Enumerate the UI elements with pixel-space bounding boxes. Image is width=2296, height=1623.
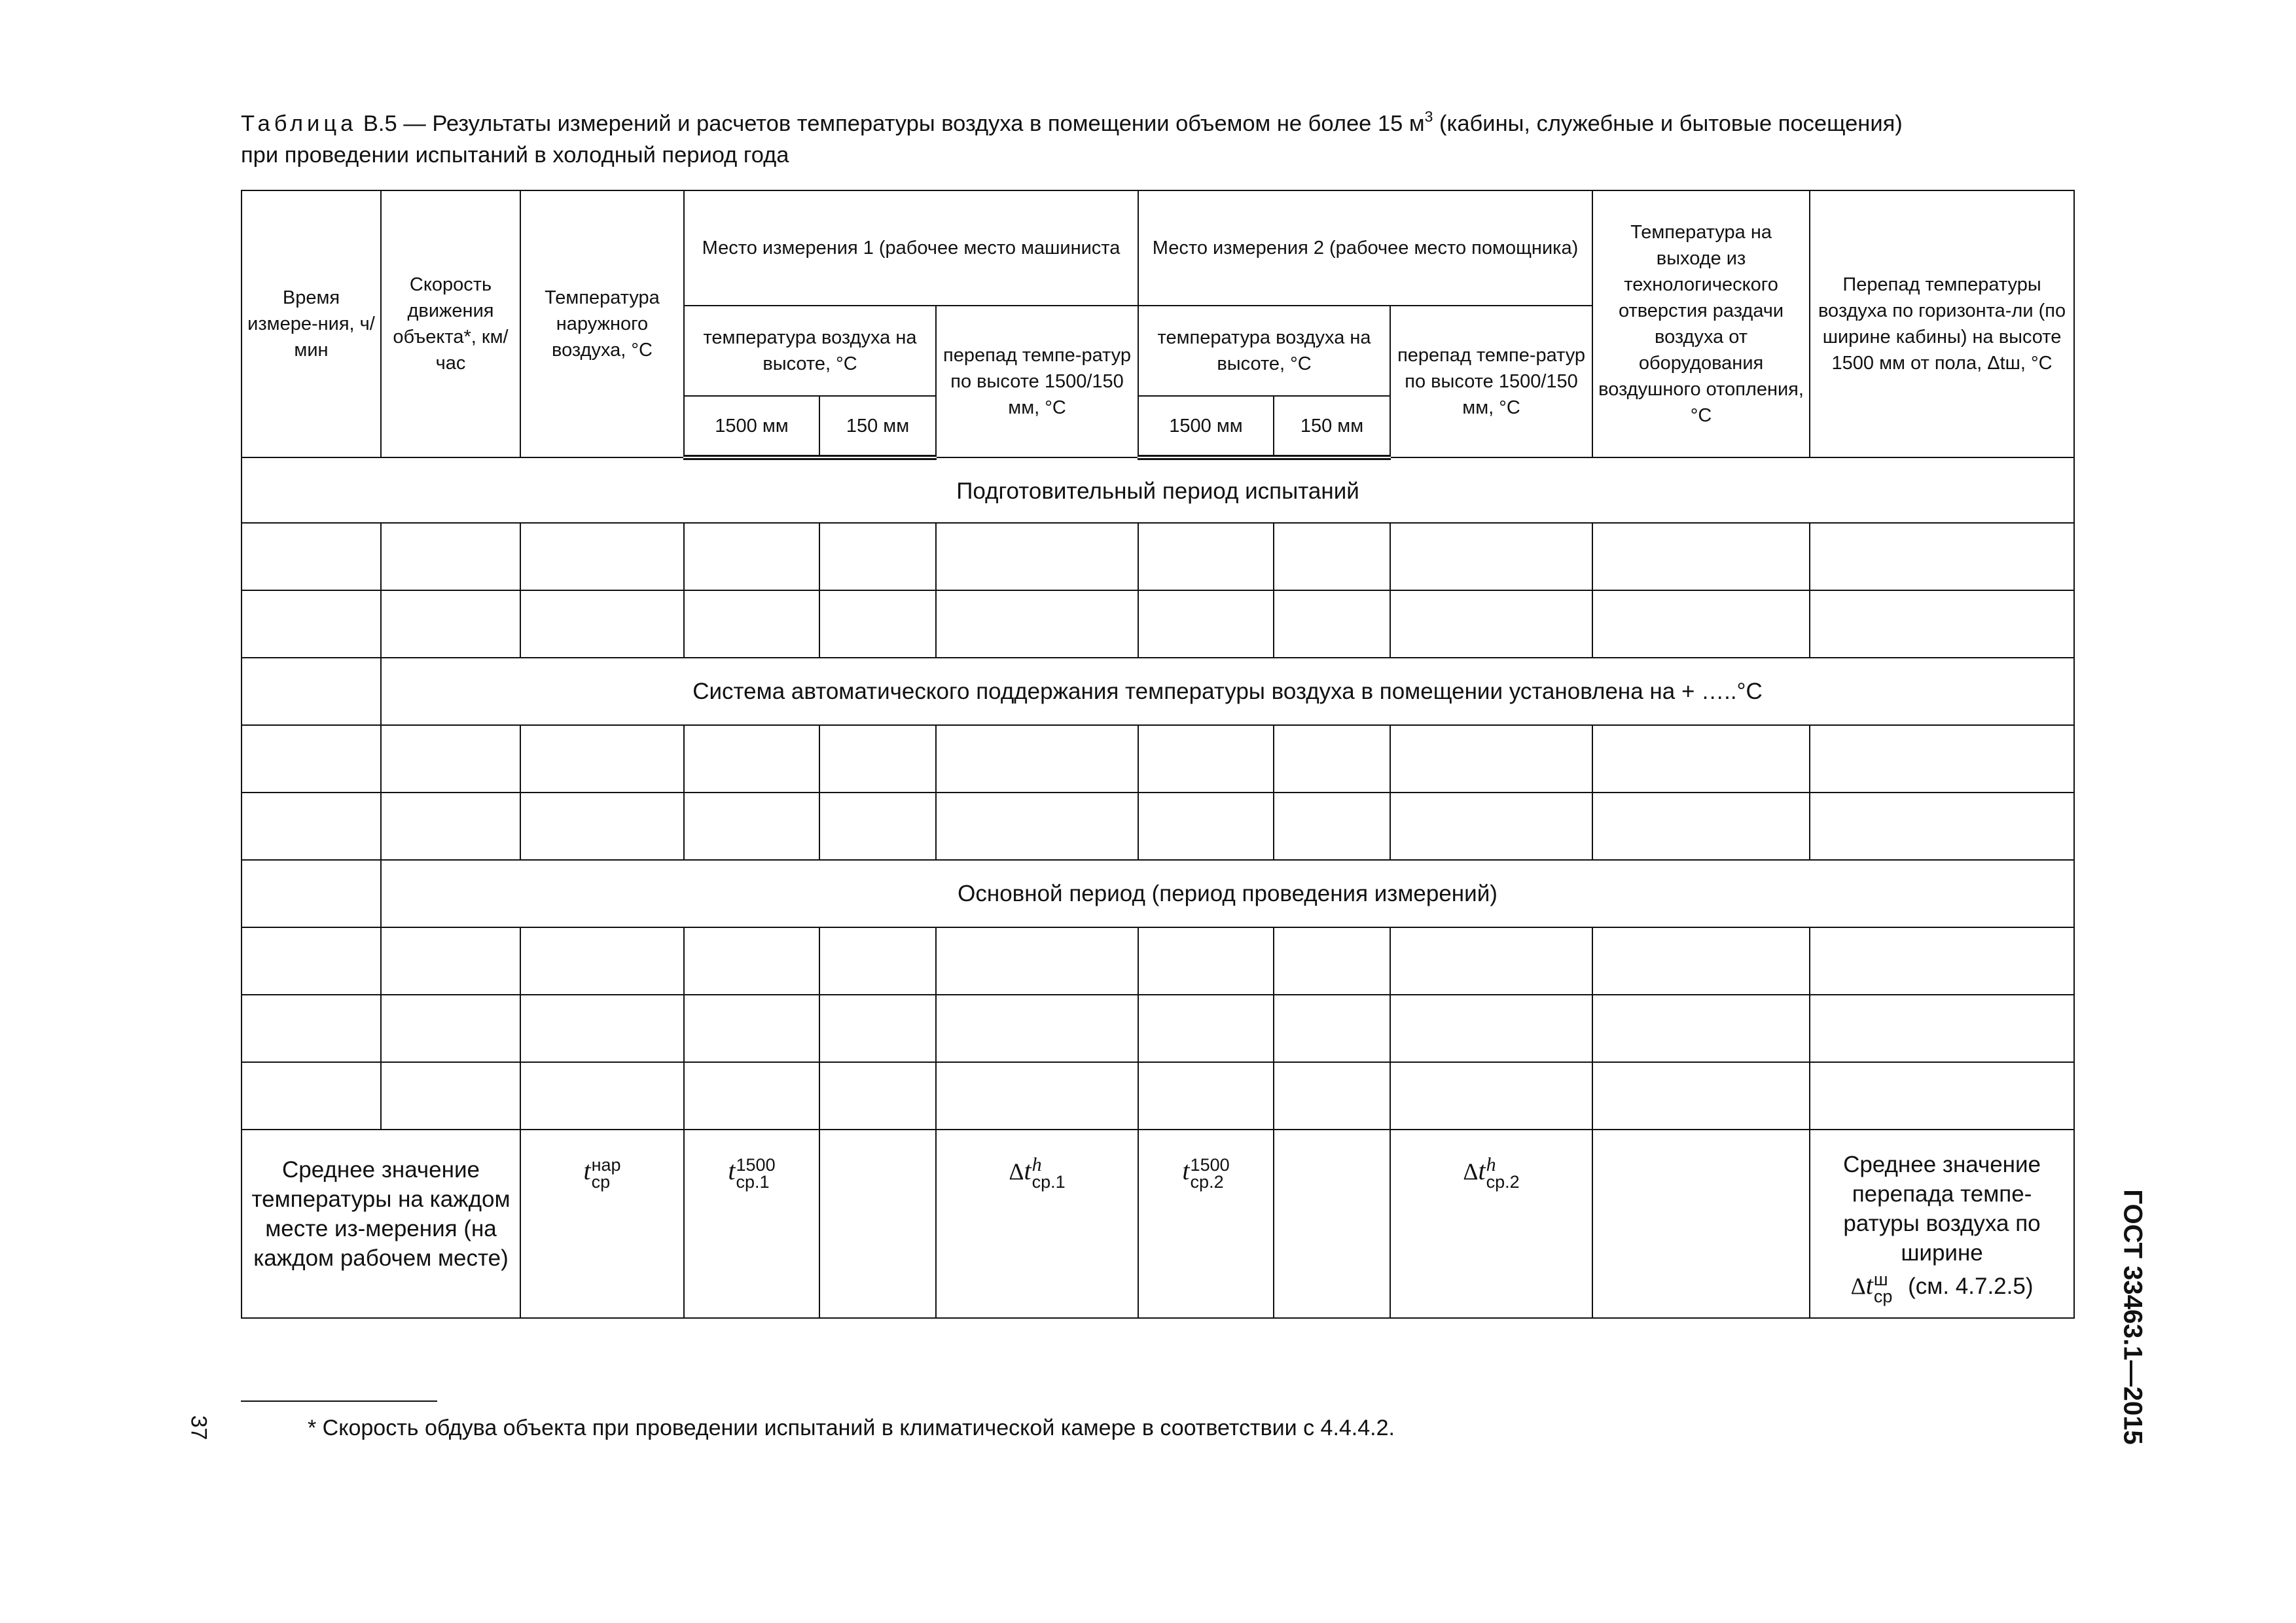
- caption-text-rest: (кабины, служебные и бытовые посещения): [1433, 111, 1903, 136]
- cell: [1390, 725, 1592, 793]
- cell: [819, 725, 936, 793]
- summary-horizontal-formula: [1814, 1270, 2070, 1305]
- table-caption: [241, 108, 2073, 171]
- caption-line-2: при проведении испытаний в холодный период года: [241, 143, 789, 168]
- cell: [1592, 1062, 1810, 1130]
- cell: [819, 1130, 936, 1318]
- cell: [1390, 590, 1592, 658]
- header-speed: Скорость движения объекта*, км/час: [381, 190, 520, 457]
- header-1500mm-1: 1500 мм: [684, 396, 819, 457]
- cell: [1274, 590, 1390, 658]
- cell: [242, 860, 381, 927]
- symbol-sub-sr1: ср.1: [736, 1172, 770, 1192]
- cell: [1592, 995, 1810, 1062]
- cell: [1390, 793, 1592, 860]
- cell: [520, 995, 684, 1062]
- cell: [1390, 995, 1592, 1062]
- summary-avg-label: Среднее значение температуры на каждом месте из-мерения (на каждом рабочем месте): [242, 1130, 520, 1318]
- cell: [242, 590, 381, 658]
- cell: [520, 927, 684, 995]
- cell: [1810, 590, 2074, 658]
- cell: [936, 725, 1138, 793]
- cell: [684, 590, 819, 658]
- symbol-sub-sr1: ср.1: [1031, 1172, 1066, 1192]
- cell: [684, 1062, 819, 1130]
- header-time: Время измере-ния, ч/мин: [242, 190, 381, 457]
- cell: [1138, 590, 1274, 658]
- cell: [1138, 927, 1274, 995]
- caption-superscript: 3: [1424, 108, 1433, 125]
- cell: [1592, 793, 1810, 860]
- symbol-t-outside: [520, 1130, 684, 1318]
- cell: [684, 995, 819, 1062]
- symbol-sup-nar: нар: [591, 1155, 621, 1175]
- summary-horizontal-ref: (см. 4.7.2.5): [1908, 1274, 2034, 1299]
- cell: [684, 927, 819, 995]
- symbol-t: t: [1024, 1155, 1031, 1185]
- cell: [1390, 1062, 1592, 1130]
- table-row: [242, 793, 2074, 860]
- cell: [684, 725, 819, 793]
- cell: [936, 793, 1138, 860]
- cell: [1592, 725, 1810, 793]
- cell: [381, 725, 520, 793]
- cell: [936, 523, 1138, 590]
- symbol-sub-sr2: ср.2: [1190, 1172, 1224, 1192]
- cell: [1138, 995, 1274, 1062]
- symbol-t: t: [1478, 1155, 1486, 1185]
- cell: [381, 793, 520, 860]
- symbol-t: t: [583, 1155, 591, 1185]
- cell: [520, 1062, 684, 1130]
- symbol-sup-sh: ш: [1873, 1269, 1888, 1289]
- cell: [242, 658, 381, 725]
- cell: [242, 793, 381, 860]
- cell: [936, 590, 1138, 658]
- document-code: ГОСТ 33463.1—2015: [2118, 1189, 2147, 1445]
- header-150mm-2: 150 мм: [1274, 396, 1390, 457]
- cell: [1810, 995, 2074, 1062]
- cell: [242, 1062, 381, 1130]
- cell: [242, 927, 381, 995]
- table-row: [242, 725, 2074, 793]
- table-row: [242, 995, 2074, 1062]
- cell: [242, 995, 381, 1062]
- page-number: 37: [186, 1415, 211, 1440]
- banner-auto-system: Система автоматического поддержания температуры воздуха в помещении установлена на + …..°С: [381, 658, 2074, 725]
- symbol-t: t: [728, 1155, 736, 1185]
- cell: [1810, 927, 2074, 995]
- cell: [684, 793, 819, 860]
- cell: [381, 523, 520, 590]
- cell: [1592, 590, 1810, 658]
- cell: [242, 725, 381, 793]
- cell: [1810, 793, 2074, 860]
- measurement-table: [241, 190, 2075, 1319]
- header-outside-temp: Температура наружного воздуха, °С: [520, 190, 684, 457]
- footnote: * Скорость обдува объекта при проведении испытаний в климатической камере в соответствии с 4.4.4.2.: [308, 1416, 1395, 1440]
- cell: [520, 523, 684, 590]
- symbol-sub-sr: ср: [591, 1172, 611, 1192]
- summary-horizontal-text: Среднее значение перепада темпе-ратуры воздуха по ширине: [1843, 1152, 2041, 1266]
- header-place-2: Место измерения 2 (рабочее место помощника): [1138, 190, 1592, 306]
- cell: [819, 793, 936, 860]
- cell: [1274, 1130, 1390, 1318]
- caption-line-1: [241, 108, 2073, 139]
- cell: [1138, 1062, 1274, 1130]
- cell: [1810, 1062, 2074, 1130]
- cell: [1274, 793, 1390, 860]
- table-row: [242, 590, 2074, 658]
- banner-main-period: Основной период (период проведения измерений): [381, 860, 2074, 927]
- cell: [520, 590, 684, 658]
- symbol-sup-1500: 1500: [1190, 1155, 1230, 1175]
- cell: [1274, 995, 1390, 1062]
- cell: [1274, 725, 1390, 793]
- header-air-temp-height-2: температура воздуха на высоте, °С: [1138, 306, 1390, 396]
- table-row: [242, 927, 2074, 995]
- table-row: [242, 1062, 2074, 1130]
- table-row: [242, 523, 2074, 590]
- cell: [381, 927, 520, 995]
- symbol-t: t: [1865, 1270, 1873, 1300]
- header-place-1: Место измерения 1 (рабочее место машиниста: [684, 190, 1138, 306]
- cell: [1274, 1062, 1390, 1130]
- header-1500mm-2: 1500 мм: [1138, 396, 1274, 457]
- cell: [381, 995, 520, 1062]
- symbol-sup-h: h: [1486, 1154, 1496, 1175]
- symbol-t-1500-place1: [684, 1130, 819, 1318]
- symbol-sub-sr2: ср.2: [1486, 1172, 1520, 1192]
- cell: [1138, 523, 1274, 590]
- cell: [1592, 523, 1810, 590]
- header-drop-height-1: перепад темпе-ратур по высоте 1500/150 мм, °С: [936, 306, 1138, 457]
- cell: [819, 590, 936, 658]
- cell: [1138, 725, 1274, 793]
- symbol-sup-1500: 1500: [736, 1155, 776, 1175]
- header-outlet-temp: Температура на выходе из технологического отверстия раздачи воздуха от оборудования воздушного отопления, °С: [1592, 190, 1810, 457]
- cell: [1390, 523, 1592, 590]
- symbol-delta-h-place1: [936, 1130, 1138, 1318]
- cell: [1390, 927, 1592, 995]
- symbol-delta-h-place2: [1390, 1130, 1592, 1318]
- cell: [684, 523, 819, 590]
- header-air-temp-height-1: температура воздуха на высоте, °С: [684, 306, 936, 396]
- cell: [936, 995, 1138, 1062]
- symbol-delta: Δ: [1009, 1158, 1024, 1185]
- cell: [936, 1062, 1138, 1130]
- symbol-sub-sr: ср: [1873, 1286, 1893, 1306]
- symbol-delta: Δ: [1463, 1158, 1479, 1185]
- cell: [819, 523, 936, 590]
- symbol-sup-h: h: [1031, 1154, 1042, 1175]
- caption-label: Таблица: [241, 111, 357, 136]
- symbol-t-1500-place2: [1138, 1130, 1274, 1318]
- cell: [819, 1062, 936, 1130]
- cell: [381, 1062, 520, 1130]
- caption-text-main: В.5 — Результаты измерений и расчетов температуры воздуха в помещении объемом не более 15 м: [357, 111, 1425, 136]
- header-150mm-1: 150 мм: [819, 396, 936, 457]
- cell: [520, 793, 684, 860]
- cell: [819, 927, 936, 995]
- cell: [1810, 725, 2074, 793]
- summary-horizontal-label: [1810, 1130, 2074, 1318]
- cell: [819, 995, 936, 1062]
- cell: [1274, 927, 1390, 995]
- cell: [381, 590, 520, 658]
- cell: [242, 523, 381, 590]
- cell: [1810, 523, 2074, 590]
- cell: [936, 927, 1138, 995]
- cell: [1592, 927, 1810, 995]
- cell: [1274, 523, 1390, 590]
- banner-preparatory-period: Подготовительный период испытаний: [242, 457, 2074, 523]
- symbol-delta: Δ: [1850, 1273, 1866, 1299]
- cell: [1592, 1130, 1810, 1318]
- header-drop-height-2: перепад темпе-ратур по высоте 1500/150 мм, °С: [1390, 306, 1592, 457]
- header-horizontal-drop: Перепад температуры воздуха по горизонта-ли (по ширине кабины) на высоте 1500 мм от пола, Δtш, °С: [1810, 190, 2074, 457]
- summary-row: [242, 1130, 2074, 1318]
- cell: [520, 725, 684, 793]
- footnote-divider: [241, 1400, 437, 1402]
- symbol-t: t: [1182, 1155, 1190, 1185]
- cell: [1138, 793, 1274, 860]
